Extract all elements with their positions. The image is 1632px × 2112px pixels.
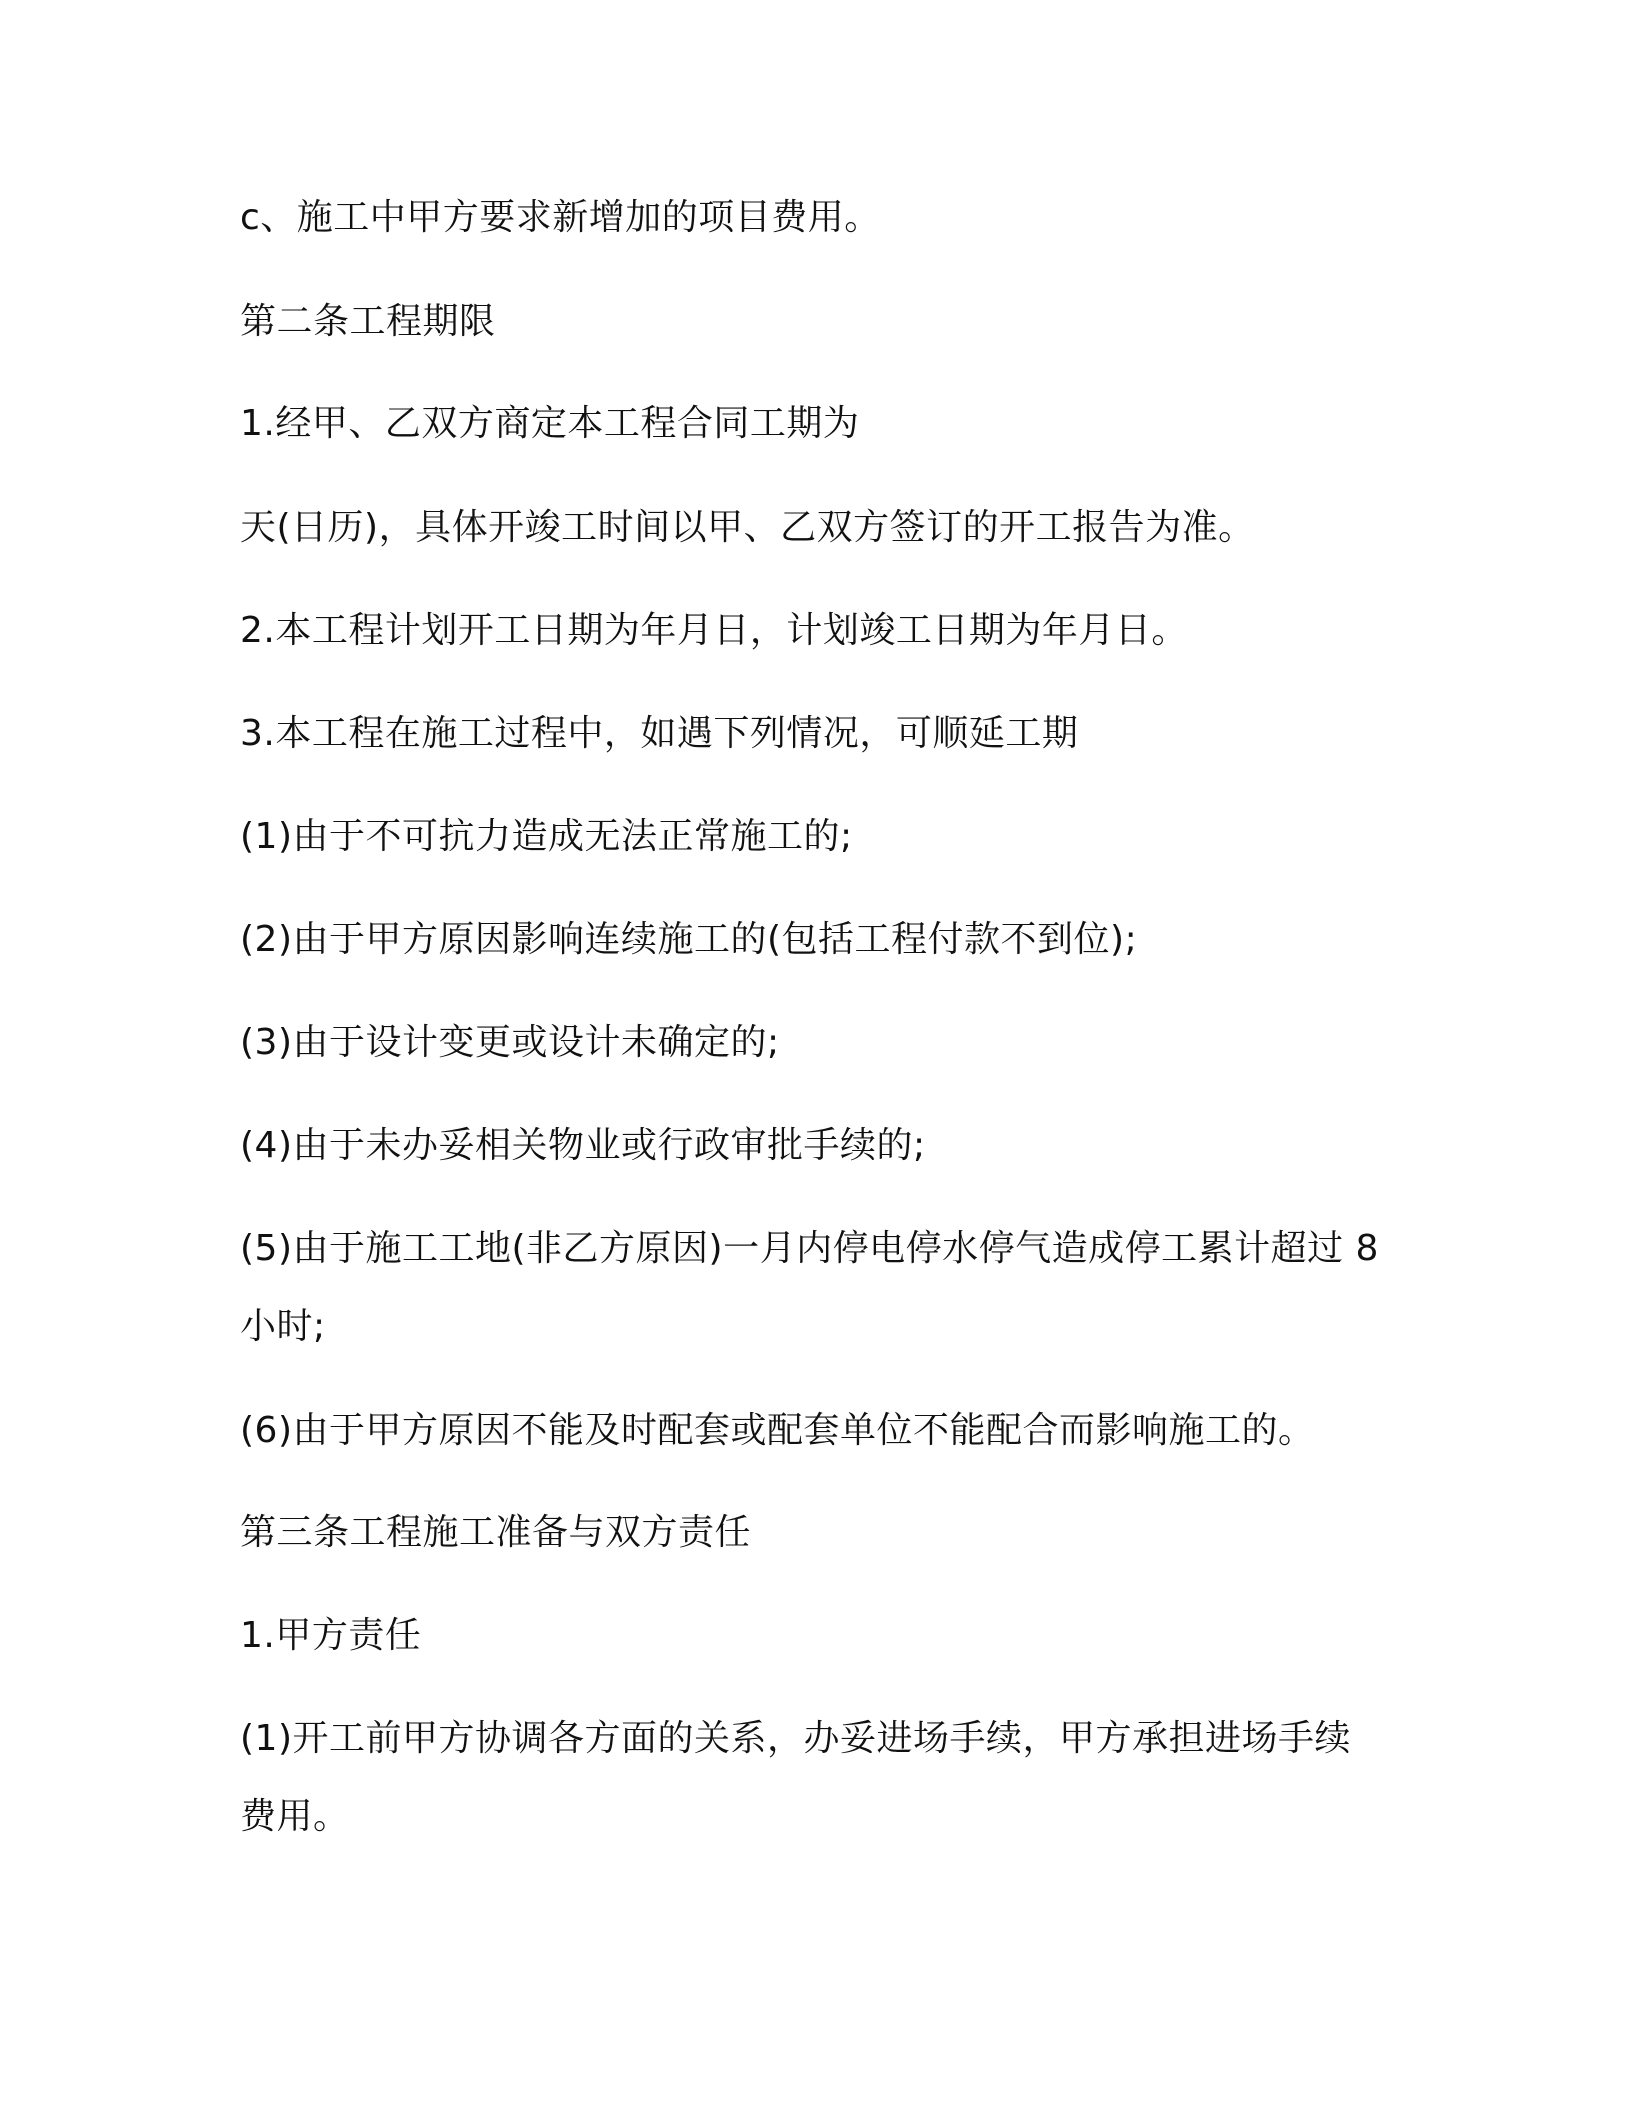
list-item-utility-outage-continued: 小时;: [240, 1306, 326, 1347]
text-line-contract-period: 1.经甲、乙双方商定本工程合同工期为: [240, 403, 860, 444]
text-line-planned-dates: 2.本工程计划开工日期为年月日，计划竣工日期为年月日。: [240, 610, 1188, 651]
list-item-supporting-units: (6)由于甲方原因不能及时配套或配套单位不能配合而影响施工的。: [240, 1410, 1315, 1451]
list-item-party-a-reasons: (2)由于甲方原因影响连续施工的(包括工程付款不到位);: [240, 919, 1138, 960]
text-line-additional-items-cost: c、施工中甲方要求新增加的项目费用。: [240, 197, 881, 238]
list-item-approval-procedures: (4)由于未办妥相关物业或行政审批手续的;: [240, 1125, 926, 1166]
text-line-extension-conditions: 3.本工程在施工过程中，如遇下列情况，可顺延工期: [240, 713, 1079, 754]
text-line-calendar-days: 天(日历)，具体开竣工时间以甲、乙双方签订的开工报告为准。: [240, 507, 1255, 548]
list-item-design-change: (3)由于设计变更或设计未确定的;: [240, 1022, 780, 1063]
list-item-site-entry-procedures: (1)开工前甲方协调各方面的关系，办妥进场手续，甲方承担进场手续: [240, 1718, 1351, 1759]
list-item-utility-outage: (5)由于施工工地(非乙方原因)一月内停电停水停气造成停工累计超过 8: [240, 1228, 1379, 1269]
section-heading-article-2: 第二条工程期限: [240, 301, 496, 342]
section-heading-article-3: 第三条工程施工准备与双方责任: [240, 1512, 752, 1553]
list-item-site-entry-procedures-continued: 费用。: [240, 1796, 350, 1837]
list-item-force-majeure: (1)由于不可抗力造成无法正常施工的;: [240, 816, 853, 857]
subheading-party-a-responsibility: 1.甲方责任: [240, 1615, 422, 1656]
